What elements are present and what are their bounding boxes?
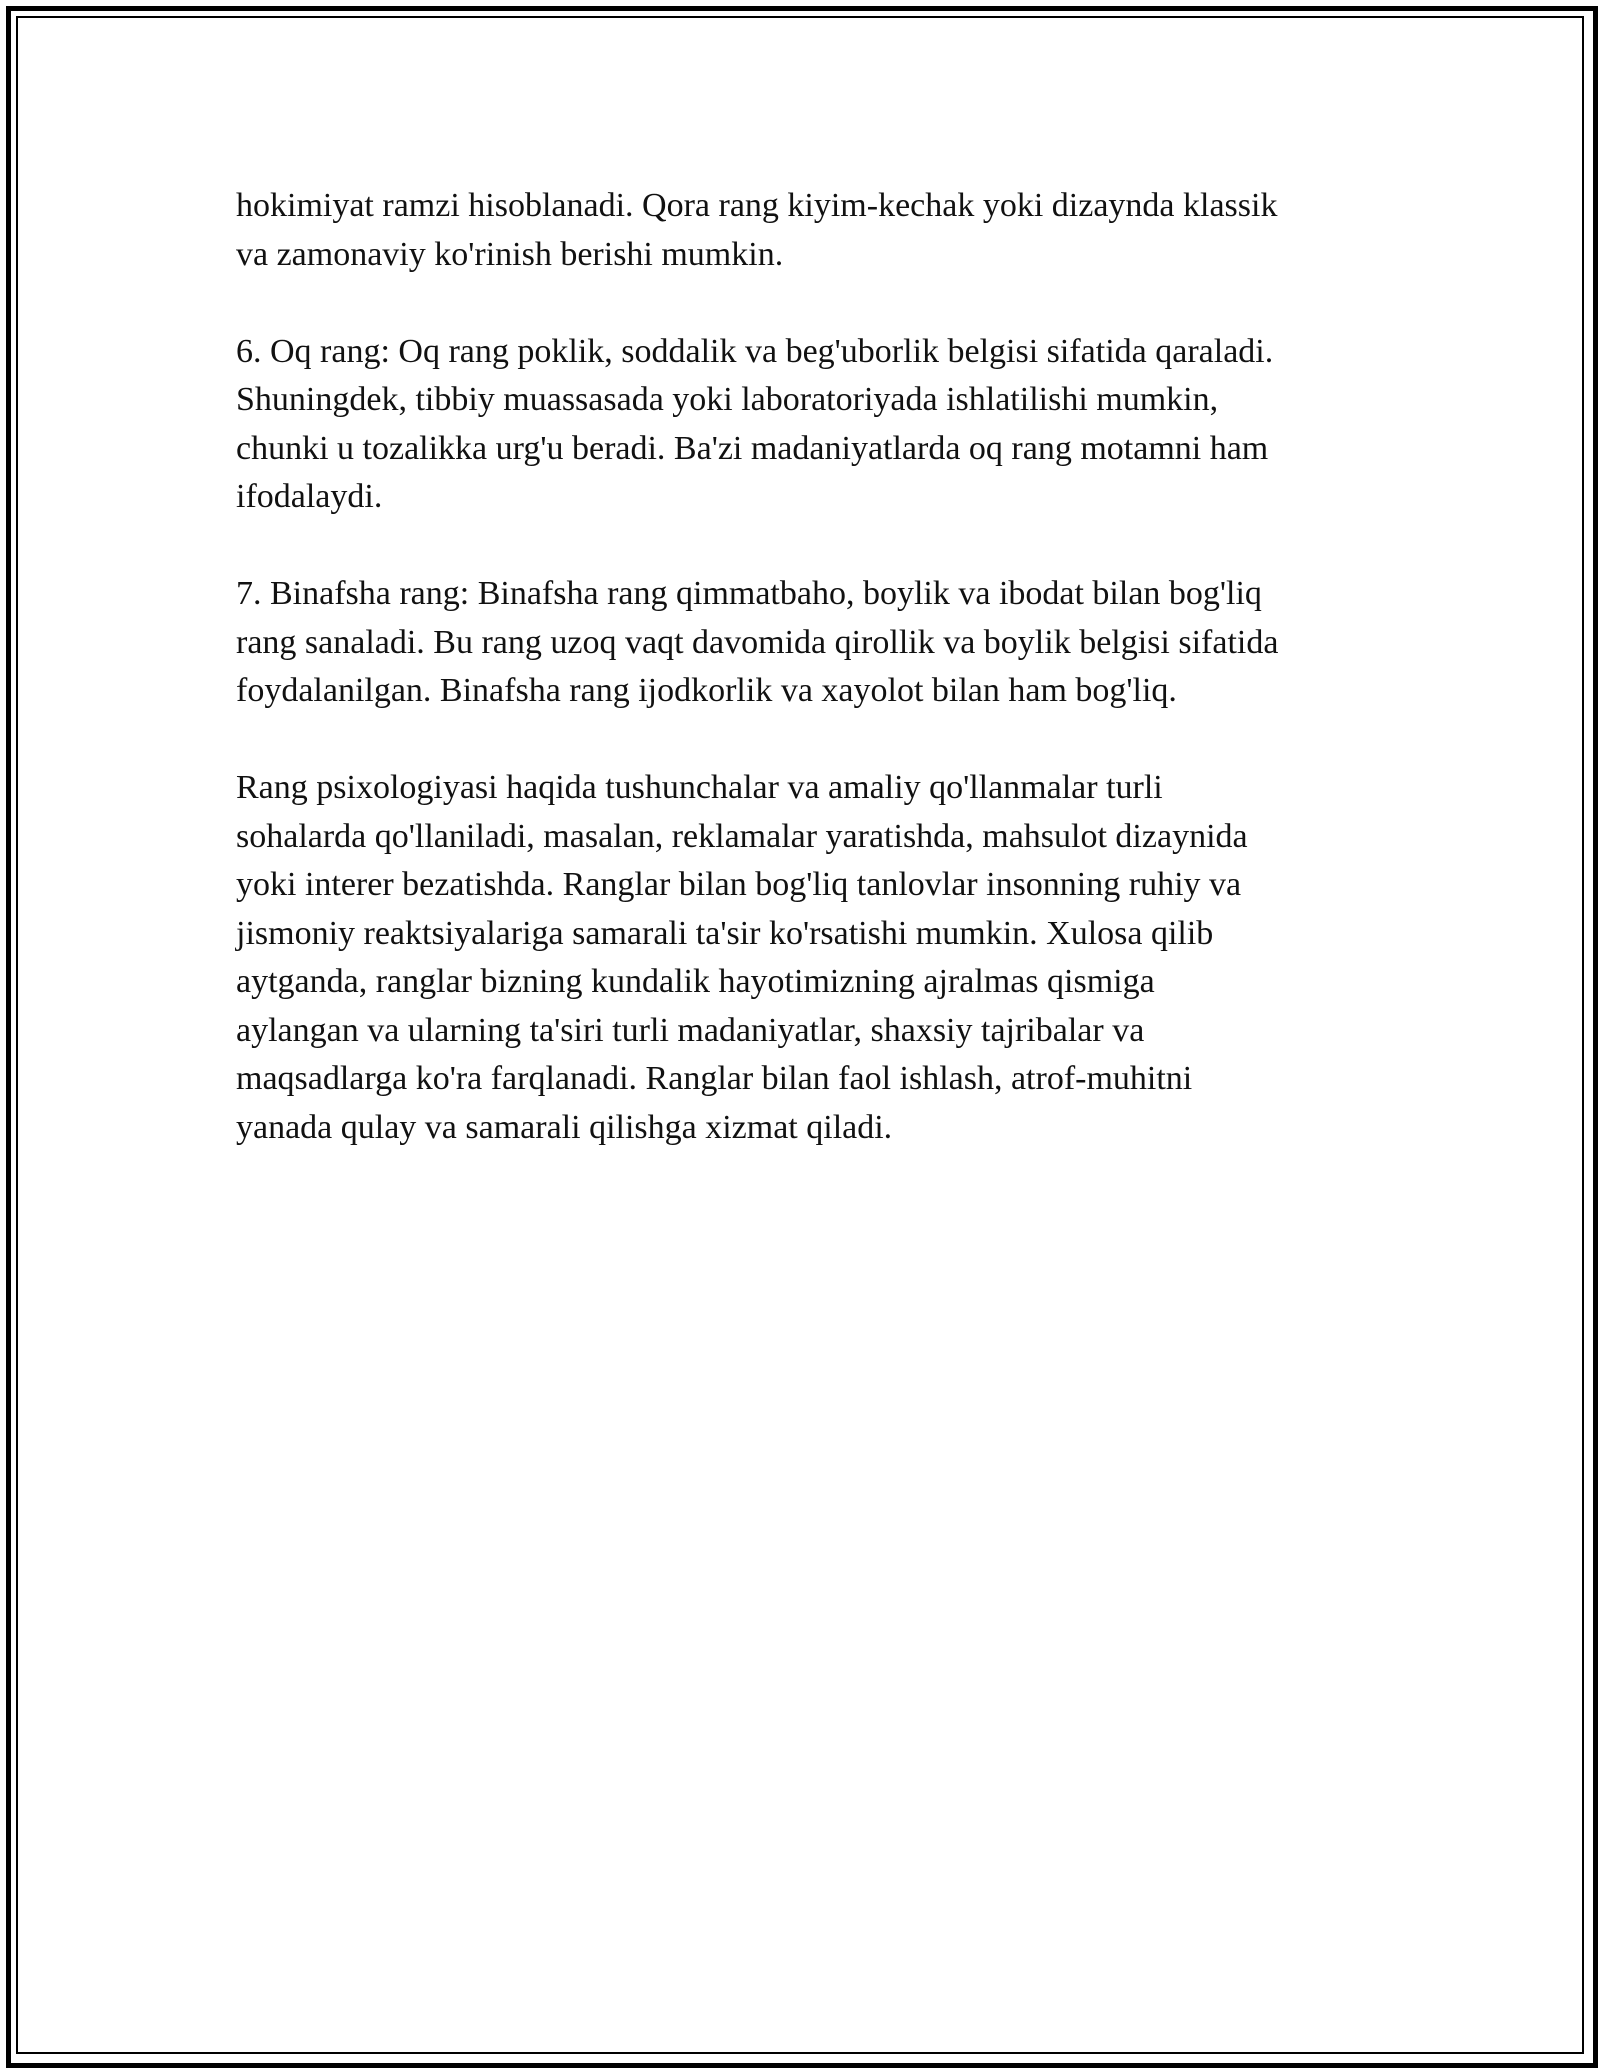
paragraph-conclusion: Rang psixologiyasi haqida tushunchalar va amaliy qo'llanmalar turli sohalarda qo'llaniladi, masalan, reklamalar yaratishda, mahsulot dizaynida yoki interer bezatishda. Ranglar bilan bog'liq tanlovlar insonning ruhiy va jismoniy reaktsiyalariga samarali ta'sir ko'rsatishi mumkin. Xulosa qilib aytganda, ranglar bizning kundalik hayotimizning ajralmas qismiga aylangan va ularning ta'siri turli madaniyatlar, shaxsiy tajribalar va maqsadlarga ko'ra farqlanadi. Ranglar bilan faol ishlash, atrof-muhitni yanada qulay va samarali qilishga xizmat qiladi. — [236, 769, 1248, 1146]
document-body — [236, 182, 1376, 1201]
paragraph-oq-rang: 6. Oq rang: Oq rang poklik, soddalik va beg'uborlik belgisi sifatida qaraladi. Shuningdek, tibbiy muassasada yoki laboratoriyada ishlatilishi mumkin, chunki u tozalikka urg'u beradi. Ba'zi madaniyatlarda oq rang motamni ham ifodalaydi. — [236, 332, 1274, 515]
paragraph-binafsha-rang: 7. Binafsha rang: Binafsha rang qimmatbaho, boylik va ibodat bilan bog'liq rang sanaladi. Bu rang uzoq vaqt davomida qirollik va boylik belgisi sifatida foydalanilgan. Binafsha rang ijodkorlik va xayolot bilan ham bog'liq. — [236, 575, 1279, 709]
paragraph-qora-rang-continued: hokimiyat ramzi hisoblanadi. Qora rang kiyim-kechak yoki dizaynda klassik va zamonaviy ko'rinish berishi mumkin. — [236, 187, 1278, 273]
